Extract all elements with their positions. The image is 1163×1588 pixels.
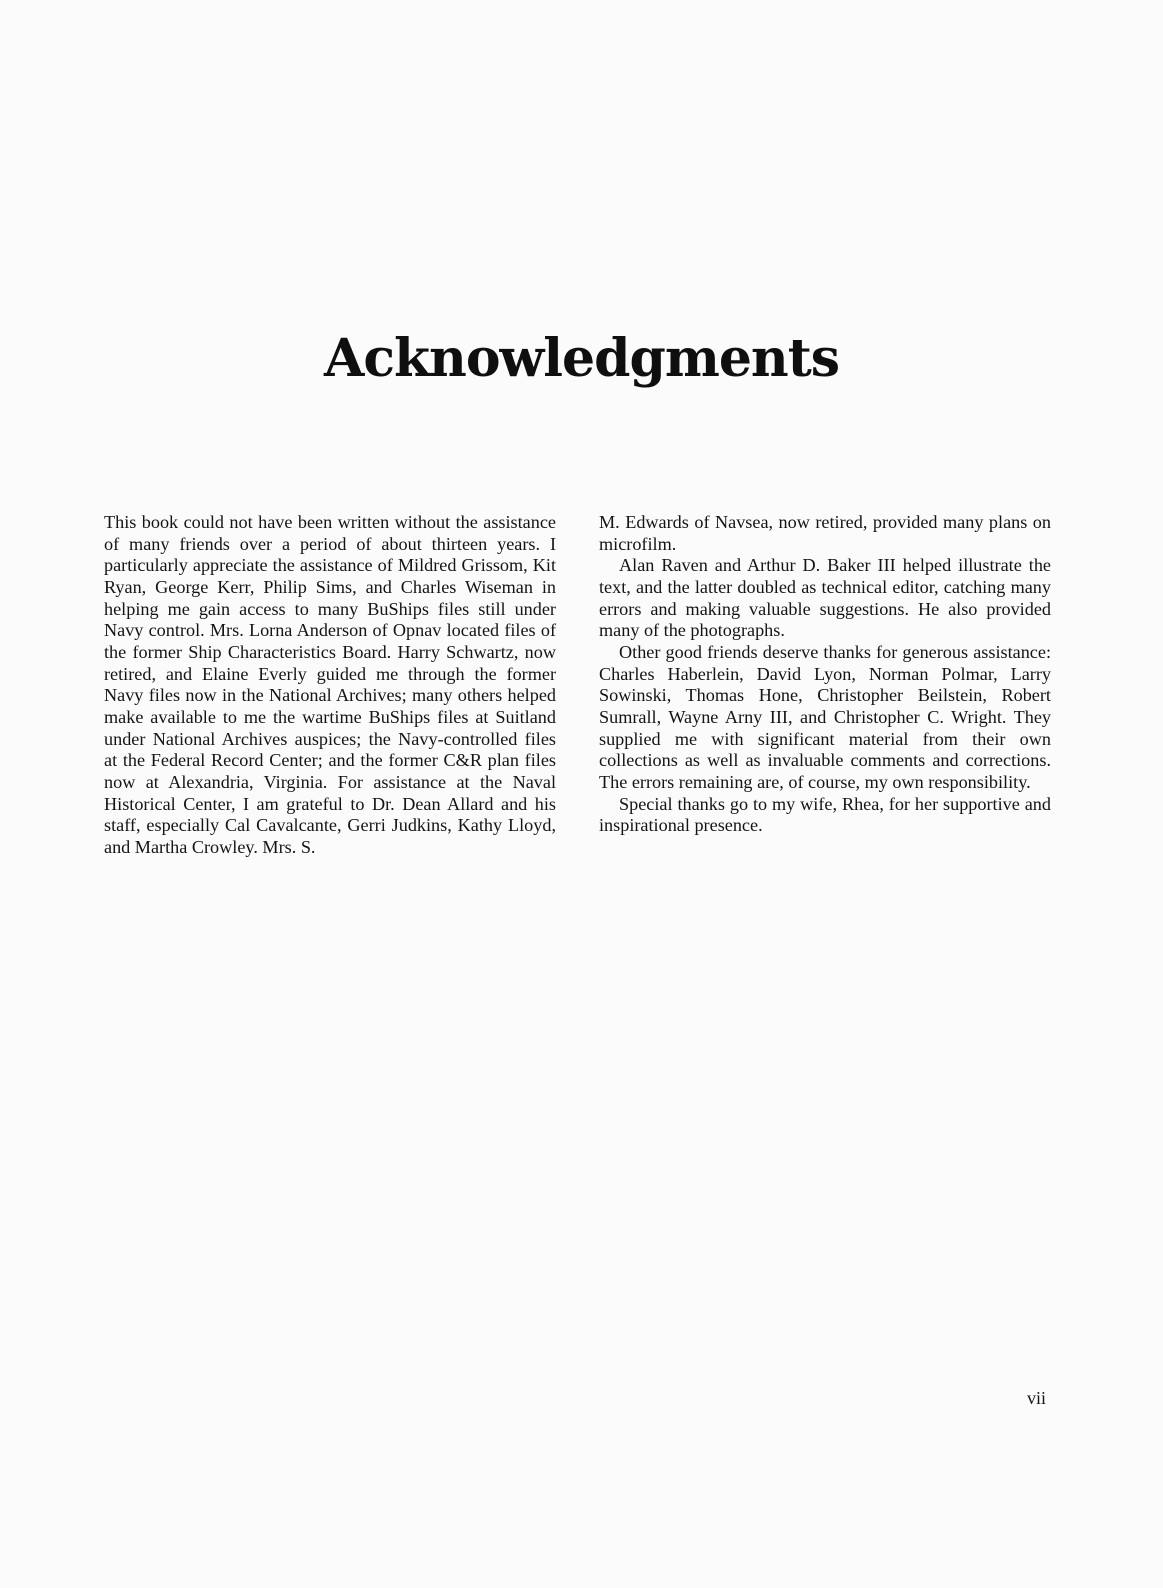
paragraph-other-friends: Other good friends deserve thanks for generous assistance: Charles Haberlein, David Lyon, Norman Polmar, Larry Sowinski, Thomas Hone, Christopher Beilstein, Robert Sumrall, Wayne Arny III, and Christopher C. Wright. They supplied me with significant material from their own collections as well as invaluable comments and corrections. The errors remaining are, of course, my own responsibility. <box>599 641 1051 792</box>
paragraph-illustrations: Alan Raven and Arthur D. Baker III helped illustrate the text, and the latter doubled as technical editor, catching many errors and making valuable suggestions. He also provided many of the photographs. <box>599 555 1051 641</box>
page-number: vii <box>1026 1388 1046 1408</box>
paragraph-assistance-continued: M. Edwards of Navsea, now retired, provided many plans on microfilm. <box>599 512 1051 554</box>
right-text-column <box>599 512 1051 837</box>
paragraph-assistance: This book could not have been written without the assistance of many friends over a period of about thirteen years. I particularly appreciate the assistance of Mildred Grissom, Kit Ryan, George Kerr, Philip Sims, and Charles Wiseman in helping me gain access to many BuShips files still under Navy control. Mrs. Lorna Anderson of Opnav located files of the former Ship Characteristics Board. Harry Schwartz, now retired, and Elaine Everly guided me through the former Navy files now in the National Archives; many others helped make available to me the wartime BuShips files at Suitland under National Archives auspices; the Navy-controlled files at the Federal Record Center; and the former C&R plan files now at Alexandria, Virginia. For assistance at the Naval Historical Center, I am grateful to Dr. Dean Allard and his staff, especially Cal Cavalcante, Gerri Judkins, Kathy Lloyd, and Martha Crowley. Mrs. S. <box>104 512 556 857</box>
paragraph-special-thanks: Special thanks go to my wife, Rhea, for her supportive and inspirational presence. <box>599 793 1051 836</box>
page-title: Acknowledgments <box>323 328 840 389</box>
left-text-column <box>104 512 556 859</box>
